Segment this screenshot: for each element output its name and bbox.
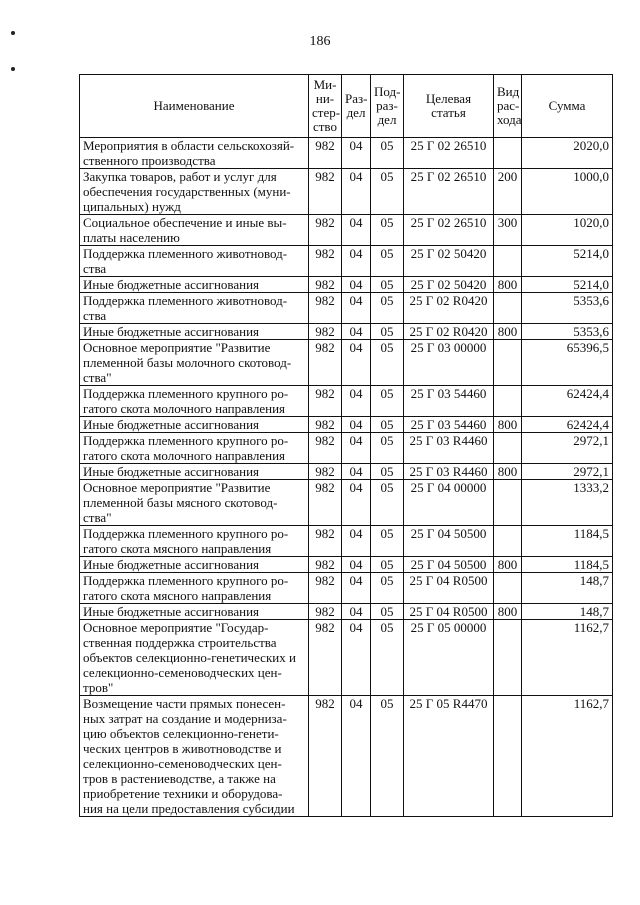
row-subsection-cell: 05	[371, 246, 404, 277]
row-ministry-cell: 982	[309, 246, 342, 277]
row-ministry-cell: 982	[309, 464, 342, 480]
row-target-cell: 25 Г 04 R0500	[404, 573, 494, 604]
row-section-cell: 04	[342, 340, 371, 386]
row-sum-cell: 62424,4	[522, 417, 613, 433]
row-ministry-cell: 982	[309, 604, 342, 620]
row-section-cell: 04	[342, 480, 371, 526]
row-subsection-cell: 05	[371, 169, 404, 215]
row-ministry-cell: 982	[309, 324, 342, 340]
row-section-cell: 04	[342, 324, 371, 340]
row-ministry-cell: 982	[309, 696, 342, 817]
row-ministry-cell: 982	[309, 215, 342, 246]
row-name-cell: Поддержка племенного крупного ро- гатого скота мясного направления	[80, 526, 309, 557]
table-row	[80, 433, 613, 464]
row-name-cell: Основное мероприятие "Развитие племенной базы молочного скотовод- ства"	[80, 340, 309, 386]
row-subsection-cell: 05	[371, 138, 404, 169]
row-name-cell: Поддержка племенного животновод- ства	[80, 293, 309, 324]
header-subsection: Под- раз- дел	[371, 75, 404, 138]
row-subsection-cell: 05	[371, 526, 404, 557]
table-row	[80, 215, 613, 246]
row-subsection-cell: 05	[371, 324, 404, 340]
row-name-cell: Поддержка племенного крупного ро- гатого скота молочного направления	[80, 386, 309, 417]
row-sum-cell: 1184,5	[522, 526, 613, 557]
row-subsection-cell: 05	[371, 557, 404, 573]
row-subsection-cell: 05	[371, 215, 404, 246]
row-section-cell: 04	[342, 557, 371, 573]
table-row	[80, 526, 613, 557]
row-name-cell: Иные бюджетные ассигнования	[80, 277, 309, 293]
table-row	[80, 604, 613, 620]
row-subsection-cell: 05	[371, 573, 404, 604]
row-section-cell: 04	[342, 526, 371, 557]
header-name: Наименование	[80, 75, 309, 138]
row-sum-cell: 2020,0	[522, 138, 613, 169]
row-sum-cell: 1184,5	[522, 557, 613, 573]
table-header-row	[80, 75, 613, 138]
row-section-cell: 04	[342, 277, 371, 293]
row-name-cell: Иные бюджетные ассигнования	[80, 604, 309, 620]
row-expense-type-cell	[494, 433, 522, 464]
row-subsection-cell: 05	[371, 433, 404, 464]
row-section-cell: 04	[342, 246, 371, 277]
row-subsection-cell: 05	[371, 480, 404, 526]
row-expense-type-cell	[494, 293, 522, 324]
row-ministry-cell: 982	[309, 277, 342, 293]
row-ministry-cell: 982	[309, 169, 342, 215]
row-name-cell: Основное мероприятие "Развитие племенной базы мясного скотовод- ства"	[80, 480, 309, 526]
header-expense-type: Вид рас- хода	[494, 75, 522, 138]
row-name-cell: Иные бюджетные ассигнования	[80, 464, 309, 480]
row-section-cell: 04	[342, 138, 371, 169]
row-section-cell: 04	[342, 604, 371, 620]
row-target-cell: 25 Г 04 R0500	[404, 604, 494, 620]
row-subsection-cell: 05	[371, 604, 404, 620]
row-target-cell: 25 Г 04 50500	[404, 526, 494, 557]
row-ministry-cell: 982	[309, 433, 342, 464]
row-target-cell: 25 Г 02 50420	[404, 277, 494, 293]
row-sum-cell: 5214,0	[522, 246, 613, 277]
row-name-cell: Иные бюджетные ассигнования	[80, 417, 309, 433]
row-sum-cell: 2972,1	[522, 464, 613, 480]
row-sum-cell: 65396,5	[522, 340, 613, 386]
row-section-cell: 04	[342, 215, 371, 246]
row-subsection-cell: 05	[371, 277, 404, 293]
row-target-cell: 25 Г 05 R4470	[404, 696, 494, 817]
row-section-cell: 04	[342, 293, 371, 324]
row-sum-cell: 1162,7	[522, 696, 613, 817]
row-sum-cell: 62424,4	[522, 386, 613, 417]
table-row	[80, 138, 613, 169]
row-name-cell: Закупка товаров, работ и услуг для обеспечения государственных (муни- ципальных) нужд	[80, 169, 309, 215]
row-subsection-cell: 05	[371, 417, 404, 433]
row-subsection-cell: 05	[371, 696, 404, 817]
budget-table	[79, 74, 613, 817]
row-expense-type-cell	[494, 138, 522, 169]
table-row	[80, 696, 613, 817]
row-expense-type-cell: 800	[494, 417, 522, 433]
row-section-cell: 04	[342, 696, 371, 817]
row-target-cell: 25 Г 04 50500	[404, 557, 494, 573]
table-row	[80, 324, 613, 340]
row-name-cell: Социальное обеспечение и иные вы- платы населению	[80, 215, 309, 246]
row-expense-type-cell: 300	[494, 215, 522, 246]
row-name-cell: Поддержка племенного крупного ро- гатого скота мясного направления	[80, 573, 309, 604]
row-subsection-cell: 05	[371, 620, 404, 696]
row-ministry-cell: 982	[309, 480, 342, 526]
row-expense-type-cell	[494, 573, 522, 604]
row-section-cell: 04	[342, 620, 371, 696]
table-row	[80, 340, 613, 386]
row-target-cell: 25 Г 02 R0420	[404, 324, 494, 340]
row-ministry-cell: 982	[309, 620, 342, 696]
row-ministry-cell: 982	[309, 526, 342, 557]
row-sum-cell: 1333,2	[522, 480, 613, 526]
row-expense-type-cell: 800	[494, 604, 522, 620]
row-target-cell: 25 Г 02 50420	[404, 246, 494, 277]
row-subsection-cell: 05	[371, 293, 404, 324]
row-section-cell: 04	[342, 573, 371, 604]
row-sum-cell: 1020,0	[522, 215, 613, 246]
row-expense-type-cell: 800	[494, 557, 522, 573]
row-ministry-cell: 982	[309, 340, 342, 386]
row-target-cell: 25 Г 02 26510	[404, 215, 494, 246]
row-sum-cell: 2972,1	[522, 433, 613, 464]
header-section: Раз- дел	[342, 75, 371, 138]
row-name-cell: Возмещение части прямых понесен- ных затрат на создание и модерниза- цию объектов селекционно-генети- ческих центров в животноводстве и селекционно-семеноводческих цен- тров в растениеводстве, а также на приобретение техники и оборудова- ния на цели предоставления субсидии	[80, 696, 309, 817]
table-row	[80, 293, 613, 324]
row-section-cell: 04	[342, 464, 371, 480]
page-number: 186	[309, 34, 331, 49]
row-target-cell: 25 Г 04 00000	[404, 480, 494, 526]
row-expense-type-cell: 800	[494, 464, 522, 480]
margin-dot-bottom	[11, 67, 15, 71]
table-row	[80, 620, 613, 696]
row-target-cell: 25 Г 03 R4460	[404, 464, 494, 480]
row-expense-type-cell	[494, 696, 522, 817]
row-expense-type-cell: 800	[494, 277, 522, 293]
row-sum-cell: 5353,6	[522, 324, 613, 340]
row-expense-type-cell: 800	[494, 324, 522, 340]
row-expense-type-cell	[494, 480, 522, 526]
row-sum-cell: 1162,7	[522, 620, 613, 696]
table-row	[80, 573, 613, 604]
row-target-cell: 25 Г 02 26510	[404, 138, 494, 169]
row-ministry-cell: 982	[309, 138, 342, 169]
table-row	[80, 386, 613, 417]
row-expense-type-cell	[494, 386, 522, 417]
row-ministry-cell: 982	[309, 386, 342, 417]
header-sum: Сумма	[522, 75, 613, 138]
row-target-cell: 25 Г 03 00000	[404, 340, 494, 386]
row-target-cell: 25 Г 03 54460	[404, 386, 494, 417]
row-name-cell: Иные бюджетные ассигнования	[80, 557, 309, 573]
row-target-cell: 25 Г 02 26510	[404, 169, 494, 215]
row-ministry-cell: 982	[309, 417, 342, 433]
row-subsection-cell: 05	[371, 464, 404, 480]
table-row	[80, 246, 613, 277]
row-expense-type-cell	[494, 246, 522, 277]
row-sum-cell: 5214,0	[522, 277, 613, 293]
table-row	[80, 277, 613, 293]
row-sum-cell: 148,7	[522, 573, 613, 604]
row-sum-cell: 148,7	[522, 604, 613, 620]
row-target-cell: 25 Г 03 54460	[404, 417, 494, 433]
table-row	[80, 417, 613, 433]
row-sum-cell: 5353,6	[522, 293, 613, 324]
row-subsection-cell: 05	[371, 340, 404, 386]
row-ministry-cell: 982	[309, 293, 342, 324]
row-name-cell: Мероприятия в области сельскохозяй- ственного производства	[80, 138, 309, 169]
row-section-cell: 04	[342, 433, 371, 464]
table-row	[80, 464, 613, 480]
row-ministry-cell: 982	[309, 557, 342, 573]
row-target-cell: 25 Г 02 R0420	[404, 293, 494, 324]
row-target-cell: 25 Г 05 00000	[404, 620, 494, 696]
table-row	[80, 480, 613, 526]
row-name-cell: Основное мероприятие "Государ- ственная поддержка строительства объектов селекционно-генетических и селекционно-семеноводческих цен- тров"	[80, 620, 309, 696]
table-row	[80, 169, 613, 215]
header-ministry: Ми- ни- стер- ство	[309, 75, 342, 138]
row-name-cell: Иные бюджетные ассигнования	[80, 324, 309, 340]
row-ministry-cell: 982	[309, 573, 342, 604]
row-section-cell: 04	[342, 386, 371, 417]
row-expense-type-cell: 200	[494, 169, 522, 215]
row-name-cell: Поддержка племенного животновод- ства	[80, 246, 309, 277]
row-section-cell: 04	[342, 169, 371, 215]
row-subsection-cell: 05	[371, 386, 404, 417]
row-sum-cell: 1000,0	[522, 169, 613, 215]
row-target-cell: 25 Г 03 R4460	[404, 433, 494, 464]
row-section-cell: 04	[342, 417, 371, 433]
row-expense-type-cell	[494, 526, 522, 557]
header-target: Целевая статья	[404, 75, 494, 138]
row-expense-type-cell	[494, 620, 522, 696]
row-expense-type-cell	[494, 340, 522, 386]
row-name-cell: Поддержка племенного крупного ро- гатого скота молочного направления	[80, 433, 309, 464]
table-row	[80, 557, 613, 573]
